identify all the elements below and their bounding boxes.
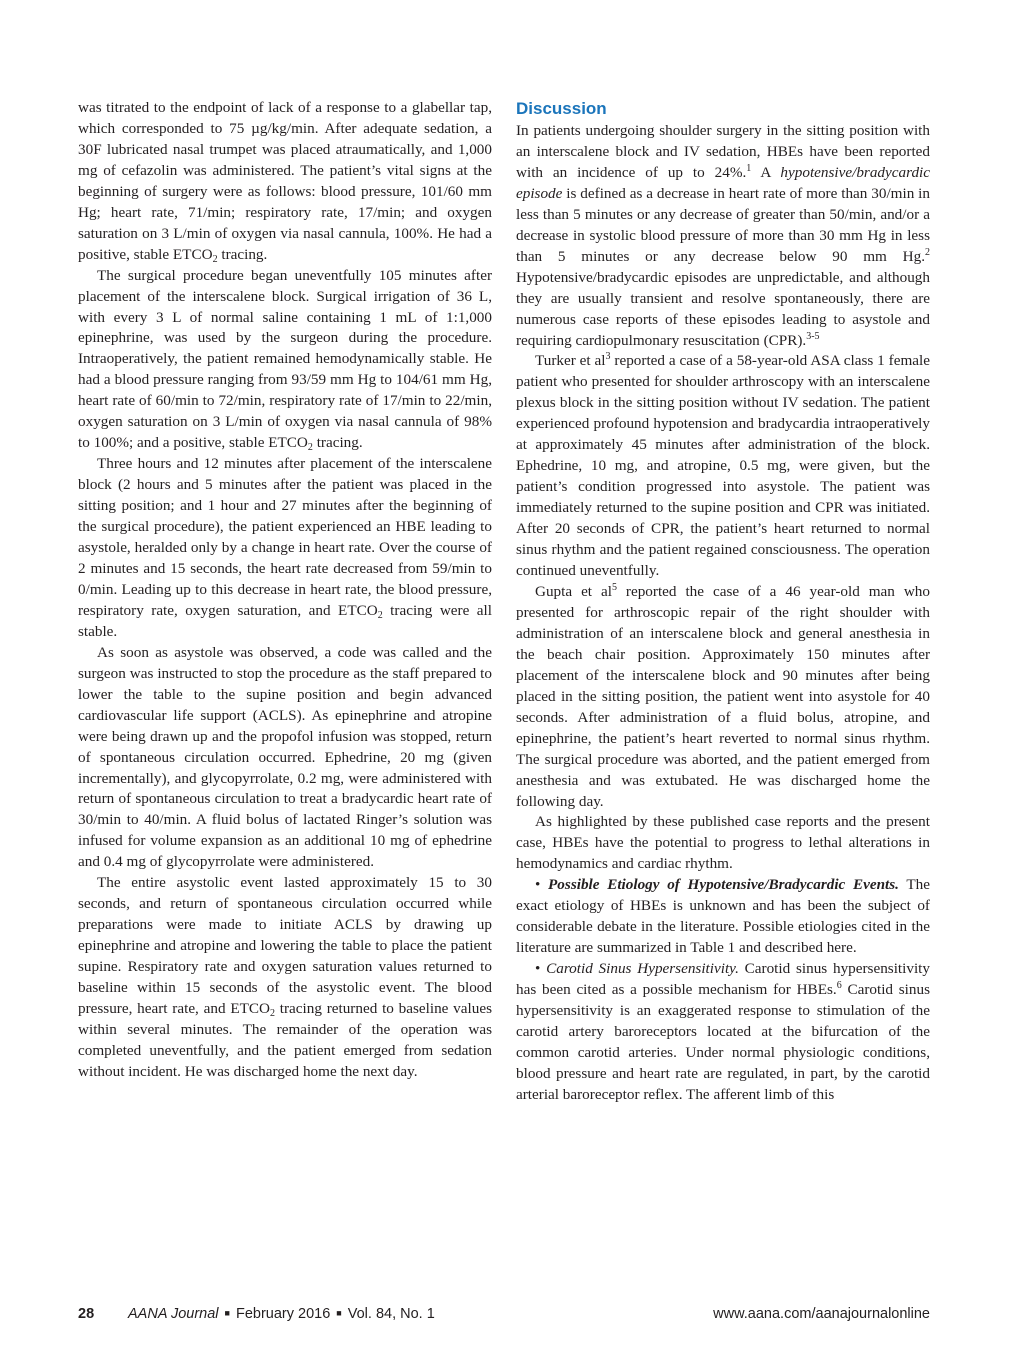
issue-date: February 2016 — [235, 1306, 331, 1322]
subscript: 2 — [212, 253, 218, 265]
journal-name: AANA Journal — [128, 1306, 219, 1322]
paragraph — [516, 959, 930, 1106]
paragraph-text: As soon as asystole was observed, a code was called and the surgeon was instructed to stop the procedure as the staff prepared to lower the table to the supine position and begin advanced cardiovascular life support (ACLS). As epinephrine and atropine were being drawn up and the propofol infusion was stopped, return of spontaneous circulation occurred. Ephedrine, 20 mg (given incrementally), and glycopyrrolate, 0.2 mg, were administered with return of spontaneous circulation to treat a bradycardic heart rate of 30/min to 40/min. A fluid bolus of lactated Ringer’s solution was infused for volume expansion as an additional 10 mg of ephedrine and 0.4 mg of glycopyrrolate were administered. — [78, 643, 492, 871]
subscript: 2 — [269, 1007, 275, 1019]
section-heading: Discussion — [516, 99, 607, 118]
paragraph — [516, 582, 930, 812]
page-number: 28 — [78, 1306, 95, 1322]
paragraph-text: tracing returned to baseline values within several minutes. The remainder of the operation — [78, 999, 492, 1038]
paragraph-text: The entire asystolic event lasted approximately 15 to 30 seconds, and return of spontaneous circulation occurred while preparations were made to initiate ACLS by drawing up epinephrine and atropine and lowering the table to place the patient supine. Respiratory rate and oxygen saturation values returned to baseline within 15 seconds of the asystolic event. The blood pressure, heart rate, and ETCO — [78, 874, 492, 1017]
paragraph — [78, 266, 492, 455]
bullet: • — [535, 960, 541, 978]
paragraph-text: tracing. — [312, 434, 363, 452]
paragraph-text: A — [751, 163, 781, 181]
paragraph-text: Carotid sinus hypersensitivity is an exaggerated response to stimulation of the carotid artery baroreceptors located at the bifurcation of the common carotid arteries. Under normal physiologic conditions, blood pressure and heart rate are regulated, in part, by the carotid arterial baroreceptor reflex. The afferent limb of this — [516, 981, 930, 1103]
citation-superscript: 6 — [836, 980, 842, 992]
paragraph-text: reported a case of a 58-year-old ASA class 1 female patient who presented for shoulder arthroscopy with an interscalene plexus block in the sitting position without IV sedation. The patient experienced profound hypotension and bradycardia intraoperatively at approximately 45 minutes after administration of the block. Ephedrine, 10 mg, and atropine, 0.5 mg, were given, but the patient’s condition progressed into asystole. The patient was immediately returned to the supine position and CPR was initiated. After 20 seconds of CPR, the patient’s heart returned to normal sinus rhythm and the patient regained consciousness. The operation continued uneventfully. — [516, 352, 930, 580]
citation-superscript: 1 — [746, 162, 752, 174]
subsection-title: Possible Etiology of Hypotensive/Bradycardic Events. — [548, 876, 899, 894]
paragraph — [516, 121, 930, 351]
paragraph-text: As highlighted by these published case reports and the present case, HBEs have the potential to progress to lethal alterations in hemodynamics and cardiac rhythm. — [516, 813, 930, 873]
paragraph — [516, 812, 930, 875]
paragraph-text: Gupta et al — [535, 582, 612, 600]
paragraph-text: was completed uneventfully, and the patient emerged from sedation without incident. He was discharged home the next day. — [78, 1020, 492, 1080]
paragraph-text: is defined as a decrease in heart rate of more than 30/min in less than 5 minutes or any decrease of greater than 50/min, and/or a decrease in systolic blood pressure of more than 30 mm Hg in less than 5 minutes or any decrease below 90 mm Hg. — [516, 184, 930, 265]
paragraph — [78, 454, 492, 643]
journal-info — [128, 1306, 435, 1322]
paragraph-text: Carotid sinus hypersensitivity has been cited as a possible mechanism for HBEs. — [516, 960, 930, 999]
paragraph-text: tracing. — [217, 245, 268, 263]
citation-superscript: 3-5 — [806, 330, 820, 342]
paragraph-text: was titrated to the endpoint of lack of a response to a glabellar tap, which corresponded to 75 µg/kg/min. After adequate sedation, a 30F lubricated nasal trumpet was placed atraumatically, and 1,000 mg of cefazolin was administered. The patient’s vital signs at the beginning of surgery were as follows: blood pressure, 101/60 mm Hg; heart rate, 71/min; respiratory rate, 17/min; and oxygen saturation on 3 L/min of oxygen via nasal cannula, 100%. He had a positive, stable ETCO — [78, 99, 492, 263]
citation-superscript: 5 — [611, 581, 617, 593]
journal-url[interactable]: www.aana.com/aanajournalonline — [713, 1306, 930, 1322]
paragraph — [78, 643, 492, 873]
paragraph-text: In patients undergoing shoulder surgery in the sitting position with an interscalene block and IV sedation, HBEs have been reported with an incidence of up to 24%. — [516, 122, 930, 181]
paragraph — [516, 875, 930, 959]
paragraph-text: Three hours and 12 minutes after placement of the interscalene block (2 hours and 5 minutes after the patient was placed in the sitting position; and 1 hour and 27 minutes after the beginning of the surgical procedure), the patient experienced an HBE leading to asystole, heralded only by a change in heart rate. Over the course of 2 minutes and 15 seconds, the heart rate decreased from 59/min to 0/min. Leading up to this decrease in heart rate, the blood pressure, respiratory rate, oxygen saturation, and ETCO — [78, 455, 492, 619]
separator-icon: ■ — [336, 1308, 342, 1318]
paragraph-text: Hypotensive/bradycardic episodes are unpredictable, and although they are usually transient and resolve spontaneously, there are numerous case reports of these episodes leading to asystole and requiring cardiopulmonary resuscitation (CPR). — [516, 268, 930, 349]
subscript: 2 — [377, 609, 383, 621]
subsection-title: Carotid Sinus Hypersensitivity. — [546, 960, 739, 978]
italic-term: hypotensive/bradycardic episode — [516, 163, 930, 202]
paragraph-text: tracing were all stable. — [78, 601, 492, 640]
subscript: 2 — [307, 442, 313, 454]
citation-superscript: 3 — [605, 351, 611, 363]
page-footer — [78, 1306, 930, 1328]
paragraph-text: Turker et al — [535, 352, 606, 370]
paragraph-text: reported the case of a 46 year-old man who presented for arthroscopic repair of the right shoulder with administration of an interscalene block and general anesthesia in the beach chair position. Approximately 150 minutes after placement of the interscalene block and 90 minutes after being placed in the sitting position, the patient went into asystole for 40 seconds. After administration of a fluid bolus, atropine, and epinephrine, the patient’s heart reverted to normal sinus rhythm. The surgical procedure was aborted, and the patient emerged from anesthesia and was extubated. He was discharged home the following day. — [516, 582, 930, 810]
paragraph — [78, 98, 492, 266]
right-column — [516, 98, 930, 1106]
bullet: • — [535, 876, 541, 894]
paragraph-text: The exact etiology of HBEs is unknown and has been the subject of considerable debate in the literature. Possible etiologies cited in the literature are summarized in Table 1 and described here. — [516, 876, 930, 957]
paragraph — [78, 873, 492, 1083]
paragraph — [516, 351, 930, 581]
separator-icon: ■ — [224, 1308, 230, 1318]
volume-issue: Vol. 84, No. 1 — [347, 1306, 435, 1322]
left-column — [78, 98, 492, 1083]
paragraph-text: The surgical procedure began uneventfully 105 minutes after placement of the interscalene block. Surgical irrigation of 36 L, with every 3 L of normal saline containing 1 mL of 1:1,000 epinephrine, was used by the surgeon during the procedure. Intraoperatively, the patient remained hemodynamically stable. He had a blood pressure ranging from 93/59 mm Hg to 104/61 mm Hg, heart rate of 60/min to 72/min, respiratory rate of 17/min to 22/min, oxygen saturation on 3 L/min of oxygen via nasal cannula of 98% to 100%; and a positive, stable ETCO — [78, 266, 492, 452]
citation-superscript: 2 — [925, 246, 930, 258]
